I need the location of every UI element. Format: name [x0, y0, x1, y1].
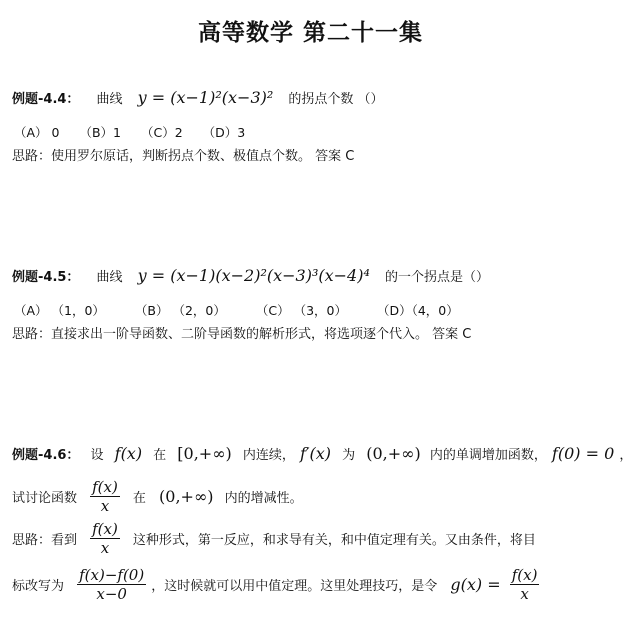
- fraction-numerator: f(x): [92, 520, 118, 538]
- solution-text: 标改写为: [12, 579, 65, 594]
- problem-text: 曲线: [96, 270, 123, 285]
- problem-text: 的拐点个数 （）: [288, 92, 384, 107]
- option-a: （A） 0: [14, 125, 60, 140]
- fraction-numerator: f(x): [511, 566, 538, 584]
- solution-text: ，这时候就可以用中值定理。这里处理技巧，是令: [151, 579, 438, 594]
- problem-text: 设: [90, 448, 104, 463]
- formula: [0,+∞): [177, 444, 232, 463]
- problem-text: 在: [132, 491, 146, 506]
- problem-text: 试讨论函数: [12, 491, 78, 506]
- problem-text: 内的单调增加函数，: [429, 448, 547, 463]
- fraction-fx-over-x: [90, 478, 120, 515]
- solution-idea-4-5: 思路：直接求出一阶导函数、二阶导函数的解析形式，将选项逐个代入。 答案 C: [12, 327, 472, 342]
- fraction-denominator: x: [520, 585, 529, 603]
- option-c: （C）2: [140, 125, 183, 140]
- problem-text: 内的增减性。: [224, 491, 303, 506]
- problem-text: 曲线: [96, 92, 123, 107]
- fraction-denominator: x: [100, 539, 110, 557]
- fraction-fx-over-x: [90, 520, 120, 557]
- formula: g(x) =: [450, 575, 501, 594]
- option-d: （D）3: [202, 125, 246, 140]
- problem-label: 例题-4.5：: [12, 270, 80, 285]
- fraction-denominator: x: [100, 497, 110, 515]
- formula: f′(x): [299, 444, 332, 463]
- problem-text: 为: [342, 448, 356, 463]
- problem-text: 在: [153, 448, 167, 463]
- option-b: （B） （2，0）: [134, 303, 226, 318]
- fraction-fx-over-x: [510, 566, 540, 603]
- problem-text: 的一个拐点是（）: [384, 270, 489, 285]
- formula: (0,+∞): [159, 487, 214, 506]
- option-b: （B）1: [79, 125, 121, 140]
- problem-4-6-line1: [12, 444, 632, 463]
- option-c: （C） （3，0）: [255, 303, 347, 318]
- fraction-numerator: f(x): [92, 478, 118, 496]
- formula: f(x): [114, 444, 143, 463]
- problem-text: 内连续，: [242, 448, 295, 463]
- fraction-denominator: x−0: [96, 585, 127, 603]
- formula: y = (x−1)(x−2)²(x−3)³(x−4)⁴: [137, 266, 370, 285]
- formula: y = (x−1)²(x−3)²: [137, 88, 274, 107]
- fraction-difference-quotient: [77, 566, 146, 603]
- problem-4-6-line2: [12, 478, 303, 515]
- solution-idea-4-4: 思路：使用罗尔原话，判断拐点个数、极值点个数。 答案 C: [12, 149, 355, 164]
- options-4-5: [14, 301, 459, 319]
- problem-4-4: [12, 88, 384, 107]
- solution-text: 思路：看到: [12, 533, 78, 548]
- page-title: 高等数学 第二十一集: [197, 20, 423, 46]
- solution-text: 这种形式，第一反应，和求导有关，和中值定理有关。又由条件，将目: [132, 533, 536, 548]
- fraction-numerator: f(x)−f(0): [79, 566, 145, 584]
- formula: (0,+∞): [366, 444, 421, 463]
- options-4-4: [14, 123, 245, 141]
- formula: f(0) = 0: [551, 444, 615, 463]
- option-d: （D）（4，0）: [376, 303, 459, 318]
- solution-4-6-line2: [12, 566, 539, 603]
- option-a: （A） （1，0）: [14, 303, 105, 318]
- problem-text: ，: [619, 448, 632, 463]
- solution-4-6-line1: [12, 520, 536, 557]
- problem-label: 例题-4.4：: [12, 92, 80, 107]
- problem-4-5: [12, 266, 489, 285]
- problem-label: 例题-4.6：: [12, 448, 80, 463]
